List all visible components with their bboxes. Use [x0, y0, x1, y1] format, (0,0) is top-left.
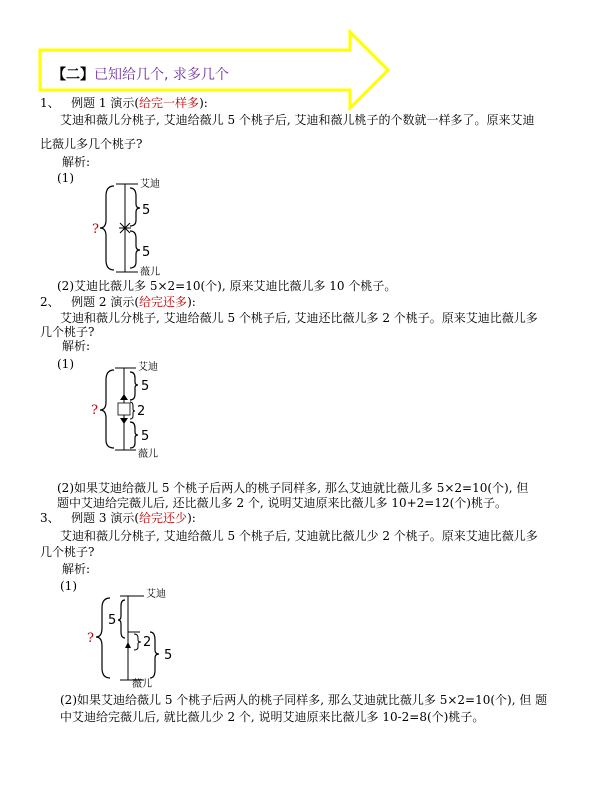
example-highlight: 给完一样多: [139, 96, 200, 110]
example-3-step1: (1): [60, 579, 77, 593]
example-3-problem-line2: 几个桃子?: [40, 545, 95, 559]
diagram-1-seg1: 5: [142, 203, 151, 218]
example-number: 1、: [40, 96, 60, 110]
diagram-3-seg2: 2: [143, 635, 152, 650]
example-2-problem-line2: 几个桃子?: [40, 325, 95, 339]
banner-bracket: 【二】: [52, 67, 94, 83]
example-heading-text: 例题 2 演示(: [71, 295, 140, 309]
example-2-step1: (1): [57, 357, 74, 371]
diagram-1-question-mark: ?: [92, 222, 99, 237]
example-heading-text: 例题 3 演示(: [71, 511, 140, 525]
diagram-1-label-bottom: 薇儿: [140, 267, 160, 278]
example-2-step2-line1: (2)如果艾迪给薇儿 5 个桃子后两人的桃子同样多, 那么艾迪就比薇儿多 5×2=10(个), 但: [57, 481, 529, 495]
example-heading-text: 例题 1 演示(: [71, 96, 140, 110]
diagram-1-label-top: 艾迪: [140, 179, 160, 190]
diagram-3-question-mark: ?: [87, 631, 94, 646]
diagram-1-seg2: 5: [142, 245, 151, 260]
example-highlight: 给完还多: [139, 295, 188, 309]
example-heading-end: ):: [187, 511, 196, 525]
example-2-step2-line2: 题中艾迪给完薇儿后, 还比薇儿多 2 个, 说明艾迪原来比薇儿多 10+2=12(个)桃子。: [57, 496, 507, 510]
diagram-2-seg3: 5: [141, 429, 150, 444]
example-heading-end: ):: [187, 295, 196, 309]
example-3-analysis-label: 解析:: [62, 562, 91, 576]
diagram-2-seg1: 5: [141, 379, 150, 394]
example-2-analysis-label: 解析:: [62, 339, 91, 353]
example-1-analysis-label: 解析:: [62, 155, 91, 169]
example-1-problem-line1: 艾迪和薇儿分桃子, 艾迪给薇儿 5 个桃子后, 艾迪和薇儿桃子的个数就一样多了。原来艾迪: [60, 113, 535, 127]
example-3-step2-line2: 中艾迪给完薇儿后, 就比薇儿少 2 个, 说明艾迪原来比薇儿多 10-2=8(个)桃子。: [60, 710, 485, 724]
example-highlight: 给完还少: [139, 511, 188, 525]
diagram-3-label-bottom: 薇儿: [132, 679, 152, 690]
banner-title-text: 已知给几个, 求多几个: [94, 67, 229, 83]
diagram-3-label-top: 艾迪: [146, 589, 166, 600]
example-1-problem-line2: 比薇儿多几个桃子?: [40, 137, 143, 151]
example-1-step1: (1): [57, 171, 74, 185]
example-1-step2: (2)艾迪比薇儿多 5×2=10(个), 原来艾迪比薇儿多 10 个桃子。: [57, 279, 397, 293]
example-number: 2、: [40, 295, 60, 309]
diagram-3-seg1: 5: [108, 613, 117, 628]
diagram-2-label-top: 艾迪: [138, 362, 158, 373]
diagram-2-question-mark: ?: [91, 403, 98, 418]
example-2-problem-line1: 艾迪和薇儿分桃子, 艾迪给薇儿 5 个桃子后, 艾迪还比薇儿多 2 个桃子。原来艾迪比薇儿多: [60, 311, 538, 325]
example-heading-end: ):: [199, 96, 208, 110]
diagram-2-seg2: 2: [137, 404, 146, 419]
diagram-2-label-bottom: 薇儿: [138, 449, 158, 460]
example-3-step2-line1: (2)如果艾迪给薇儿 5 个桃子后两人的桃子同样多, 那么艾迪就比薇儿多 5×2=10(个), 但 题: [60, 693, 548, 707]
example-3-problem-line1: 艾迪和薇儿分桃子, 艾迪给薇儿 5 个桃子后, 艾迪就比薇儿少 2 个桃子。原来艾迪比薇儿多: [60, 529, 538, 543]
diagram-3-seg3: 5: [164, 648, 173, 663]
example-number: 3、: [40, 511, 60, 525]
